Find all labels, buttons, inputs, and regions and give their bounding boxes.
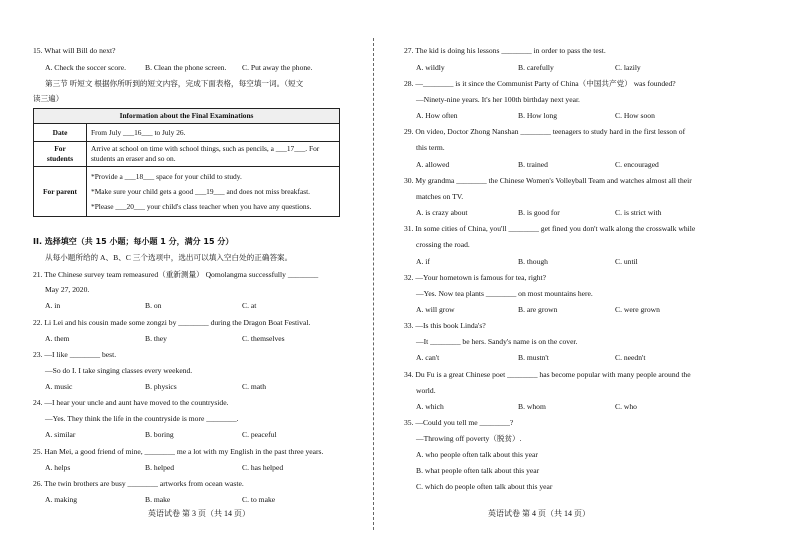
page-footer-right: 英语试卷 第 4 页（共 14 页） [488,509,590,518]
q28-stem: 28. —________ is it since the Communist Party of China（中国共产党） was founded? [404,79,676,88]
q21-option-b: B. on [145,301,162,310]
q32-option-b: B. are grown [518,305,558,314]
q33-option-b: B. mustn't [518,353,549,362]
q31-option-a: A. if [416,257,430,266]
q33-option-c: C. needn't [615,353,646,362]
q22-option-b: B. they [145,334,167,343]
section3-heading-cont: 读三遍） [33,94,64,103]
column-divider [373,38,374,530]
q28-option-a: A. How often [416,111,458,120]
q23-option-b: B. physics [145,382,177,391]
table-label-students-1: For [54,144,66,153]
q34-option-a: A. which [416,402,444,411]
q23-option-a: A. music [45,382,73,391]
q31-stem: 31. In some cities of China, you'll ________ get fined you don't walk along the crosswalk while [404,224,696,233]
q31-option-b: B. though [518,257,548,266]
q22-option-c: C. themselves [242,334,285,343]
q30-stem-cont: matches on TV. [416,192,464,201]
q27-stem: 27. The kid is doing his lessons ________ in order to pass the test. [404,46,606,55]
table-label-parent: For parent [34,167,87,217]
q30-stem: 30. My grandma ________ the Chinese Women's Volleyball Team and watches almost all their [404,176,692,185]
q24-stem: 24. —I hear your uncle and aunt have moved to the countryside. [33,398,229,407]
q22-option-a: A. them [45,334,70,343]
table-cell-date: From July ___16___ to July 26. [87,124,340,142]
students-line-2: students an eraser and so on. [91,154,176,163]
q32-option-a: A. will grow [416,305,455,314]
q30-option-c: C. is strict with [615,208,662,217]
section2-instructions: 从每小题所给的 A、B、C 三个选项中，选出可以填入空白处的正确答案。 [45,253,293,262]
parent-line-2: *Make sure your child gets a good ___19___ and does not miss breakfast. [91,187,311,196]
q28-option-c: C. How soon [615,111,655,120]
q29-stem-cont: this term. [416,143,445,152]
q26-option-a: A. making [45,495,78,504]
table-label-students [34,142,87,167]
q25-option-b: B. helped [145,463,175,472]
parent-line-3: *Please ___20___ your child's class teacher when you have any questions. [91,202,312,211]
q24-option-b: B. boring [145,430,174,439]
parent-line-1: *Provide a ___18___ space for your child to study. [91,172,242,181]
q15-option-c: C. Put away the phone. [242,63,313,72]
page-footer-left: 英语试卷 第 3 页（共 14 页） [148,509,250,518]
q21-option-c: C. at [242,301,257,310]
q28-stem-cont: —Ninety-nine years. It's her 100th birthday next year. [416,95,580,104]
q35-stem: 35. —Could you tell me ________? [404,418,514,427]
q35-option-a: A. who people often talk about this year [416,450,538,459]
section3-heading: 第三节 听短文 根据你所听到的短文内容，完成下面表格，每空填一词。（短文 [45,79,304,88]
q15-stem: 15. What will Bill do next? [33,46,116,55]
q21-stem-cont: May 27, 2020. [45,285,90,294]
q30-option-b: B. is good for [518,208,560,217]
q33-option-a: A. can't [416,353,440,362]
q24-stem-cont: —Yes. They think the life in the countryside is more ________. [45,414,239,423]
q31-stem-cont: crossing the road. [416,240,470,249]
q24-option-c: C. peaceful [242,430,277,439]
q29-option-b: B. trained [518,160,548,169]
q22-stem: 22. Li Lei and his cousin made some zongzi by ________ during the Dragon Boat Festival. [33,318,311,327]
table-cell-students [87,142,340,167]
q26-option-b: B. make [145,495,171,504]
table-label-date: Date [34,124,87,142]
info-table [33,108,340,217]
section2-heading: II. 选择填空（共 15 小题；每小题 1 分，满分 15 分） [33,237,234,246]
students-line-1: Arrive at school on time with school things, such as pencils, a ___17___. For [91,144,320,153]
q34-stem-cont: world. [416,386,436,395]
q24-option-a: A. similar [45,430,76,439]
q15-option-b: B. Clean the phone screen. [145,63,227,72]
q23-option-c: C. math [242,382,267,391]
q28-option-b: B. How long [518,111,558,120]
q34-stem: 34. Du Fu is a great Chinese poet ________ has become popular with many people around the [404,370,691,379]
q35-option-c: C. which do people often talk about this year [416,482,553,491]
q21-stem: 21. The Chinese survey team remeasured（重新测量） Qomolangma successfully ________ [33,270,319,279]
q35-stem-cont: —Throwing off poverty（脱贫）. [416,434,522,443]
q23-stem: 23. —I like ________ best. [33,350,117,359]
q35-option-b: B. what people often talk about this year [416,466,540,475]
q32-stem-cont: —Yes. Now tea plants ________ on most mountains here. [416,289,593,298]
q26-stem: 26. The twin brothers are busy ________ artworks from ocean waste. [33,479,244,488]
q21-option-a: A. in [45,301,61,310]
q32-stem: 32. —Your hometown is famous for tea, right? [404,273,547,282]
q27-option-a: A. wildly [416,63,445,72]
q23-stem-cont: —So do I. I take singing classes every weekend. [45,366,193,375]
q25-option-c: C. has helped [242,463,284,472]
q27-option-c: C. lazily [615,63,641,72]
q34-option-c: C. who [615,402,637,411]
q34-option-b: B. whom [518,402,546,411]
table-cell-parent [87,167,340,217]
q27-option-b: B. carefully [518,63,554,72]
q32-option-c: C. were grown [615,305,660,314]
q33-stem-cont: —It ________ be hers. Sandy's name is on the cover. [416,337,578,346]
q33-stem: 33. —Is this book Linda's? [404,321,486,330]
q26-option-c: C. to make [242,495,276,504]
table-label-students-2: students [46,154,74,163]
q31-option-c: C. until [615,257,638,266]
q15-option-a: A. Check the soccer score. [45,63,126,72]
table-title: Information about the Final Examinations [34,109,340,124]
q29-stem: 29. On video, Doctor Zhong Nanshan ________ teenagers to study hard in the first lesson of [404,127,686,136]
q25-stem: 25. Han Mei, a good friend of mine, ________ me a lot with my English in the past three years. [33,447,324,456]
q29-option-a: A. allowed [416,160,450,169]
q30-option-a: A. is crazy about [416,208,468,217]
q29-option-c: C. encouraged [615,160,659,169]
q25-option-a: A. helps [45,463,71,472]
